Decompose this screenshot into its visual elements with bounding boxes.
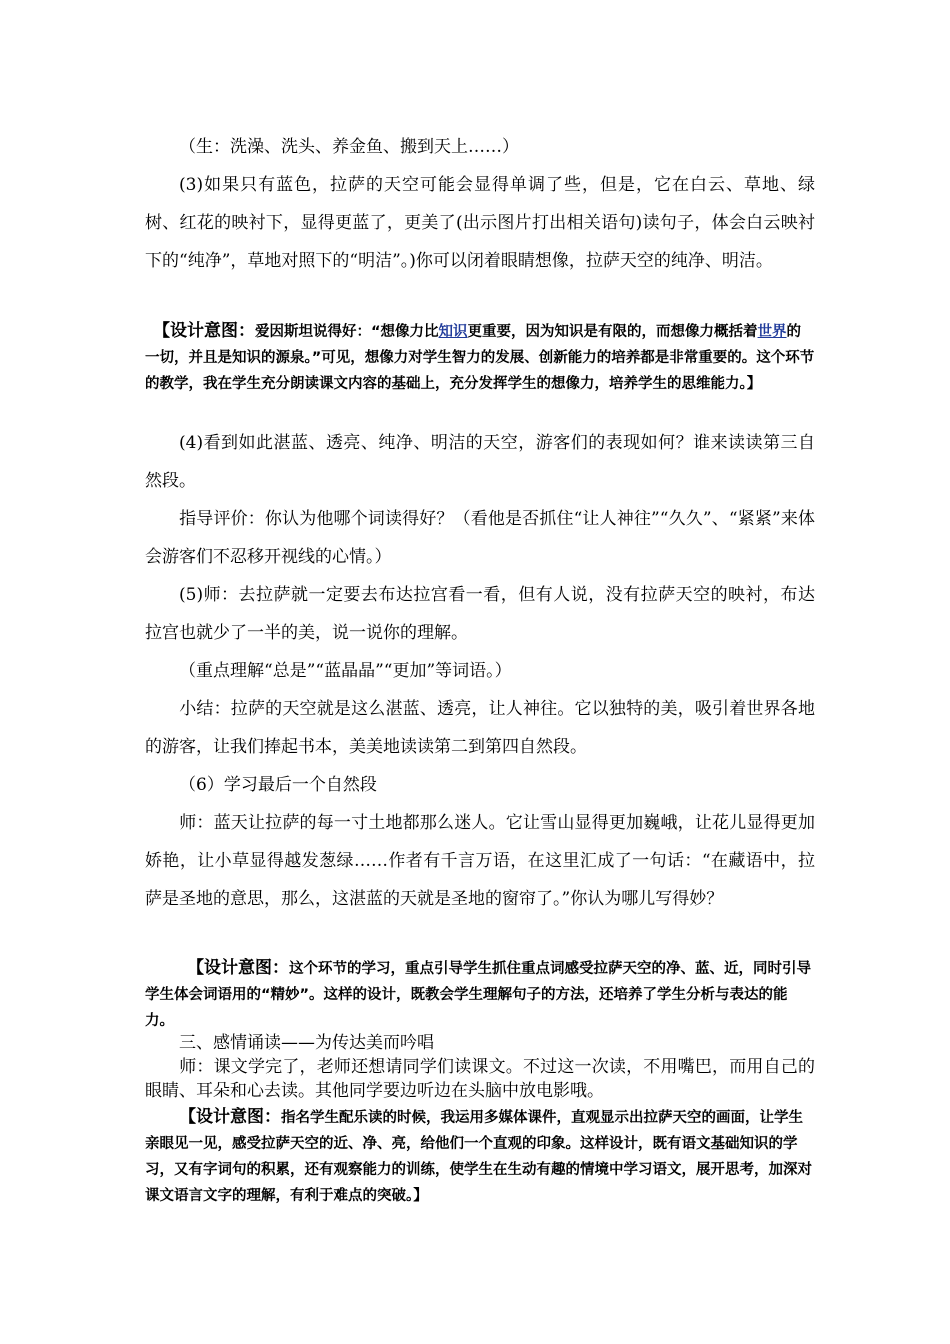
paragraph-teacher-reading: 师：课文学完了，老师还想请同学们读课文。不过这一次读，不用嘴巴，而用自己的眼睛、耳朵和心去读。其他同学要边听边在头脑中放电影哦。	[145, 1057, 815, 1101]
paragraph-guidance: 指导评价：你认为他哪个词读得好？（看他是否抓住“让人神往”“久久”、“紧紧”来体会游客们不忍移开视线的心情。）	[145, 509, 815, 567]
design-intent-note-2: 【设计意图：这个环节的学习，重点引导学生抓住重点词感受拉萨天空的净、蓝、近，同时引导学生体会词语用的“精妙”。这样的设计，既教会学生理解句子的方法，还培养了学生分析与表达的能力。	[145, 958, 811, 1029]
paragraph-key-words: （重点理解“总是”“蓝晶晶”“更加”等词语。）	[179, 661, 512, 681]
paragraph-step-3: (3)如果只有蓝色，拉萨的天空可能会显得单调了些，但是，它在白云、草地、绿树、红花的映衬下，显得更蓝了，更美了(出示图片打出相关语句)读句子，体会白云映衬下的“纯净”，草地对照下的“明洁”。)你可以闭着眼睛想像，拉萨天空的纯净、明洁。	[145, 175, 815, 271]
link-knowledge[interactable]: 知识	[438, 324, 468, 340]
paragraph-step-6: （6）学习最后一个自然段	[179, 775, 377, 795]
design-intent-note-3: 【设计意图：指名学生配乐读的时候，我运用多媒体课件，直观显示出拉萨天空的画面，让学生亲眼见一见，感受拉萨天空的近、净、亮，给他们一个直观的印象。这样设计，既有语文基础知识的学习，又有字词句的积累，还有观察能力的训练，使学生在生动有趣的情境中学习语文，展开思考，加深对课文语言文字的理解，有利于难点的突破。】	[145, 1107, 812, 1204]
paragraph-step-4: (4)看到如此湛蓝、透亮、纯净、明洁的天空，游客们的表现如何？谁来读读第三自然段。	[145, 433, 815, 491]
paragraph-step-5: (5)师：去拉萨就一定要去布达拉宫看一看，但有人说，没有拉萨天空的映衬，布达拉宫也就少了一半的美，说一说你的理解。	[145, 585, 815, 643]
section-heading-3: 三、感情诵读——为传达美而吟唱	[179, 1033, 434, 1053]
link-world[interactable]: 世界	[757, 324, 787, 340]
paragraph-student-answers: （生：洗澡、洗头、养金鱼、搬到天上……）	[179, 137, 519, 157]
paragraph-teacher-sky: 师：蓝天让拉萨的每一寸土地都那么迷人。它让雪山显得更加巍峨，让花儿显得更加娇艳，让小草显得越发葱绿……作者有千言万语，在这里汇成了一句话：“在藏语中，拉萨是圣地的意思，那么，这湛蓝的天就是圣地的窗帘了。”你认为哪儿写得妙？	[145, 813, 815, 909]
design-intent-note-1: 【设计意图：爱因斯坦说得好：“想像力比知识更重要，因为知识是有限的，而想像力概括着世界的一切，并且是知识的源泉。”可见，想像力对学生智力的发展、创新能力的培养都是非常重要的。这个环节的教学，我在学生充分朗读课文内容的基础上，充分发挥学生的想像力，培养学生的思维能力。】	[145, 321, 815, 392]
paragraph-summary: 小结：拉萨的天空就是这么湛蓝、透亮，让人神往。它以独特的美，吸引着世界各地的游客，让我们捧起书本，美美地读读第二到第四自然段。	[145, 699, 815, 757]
